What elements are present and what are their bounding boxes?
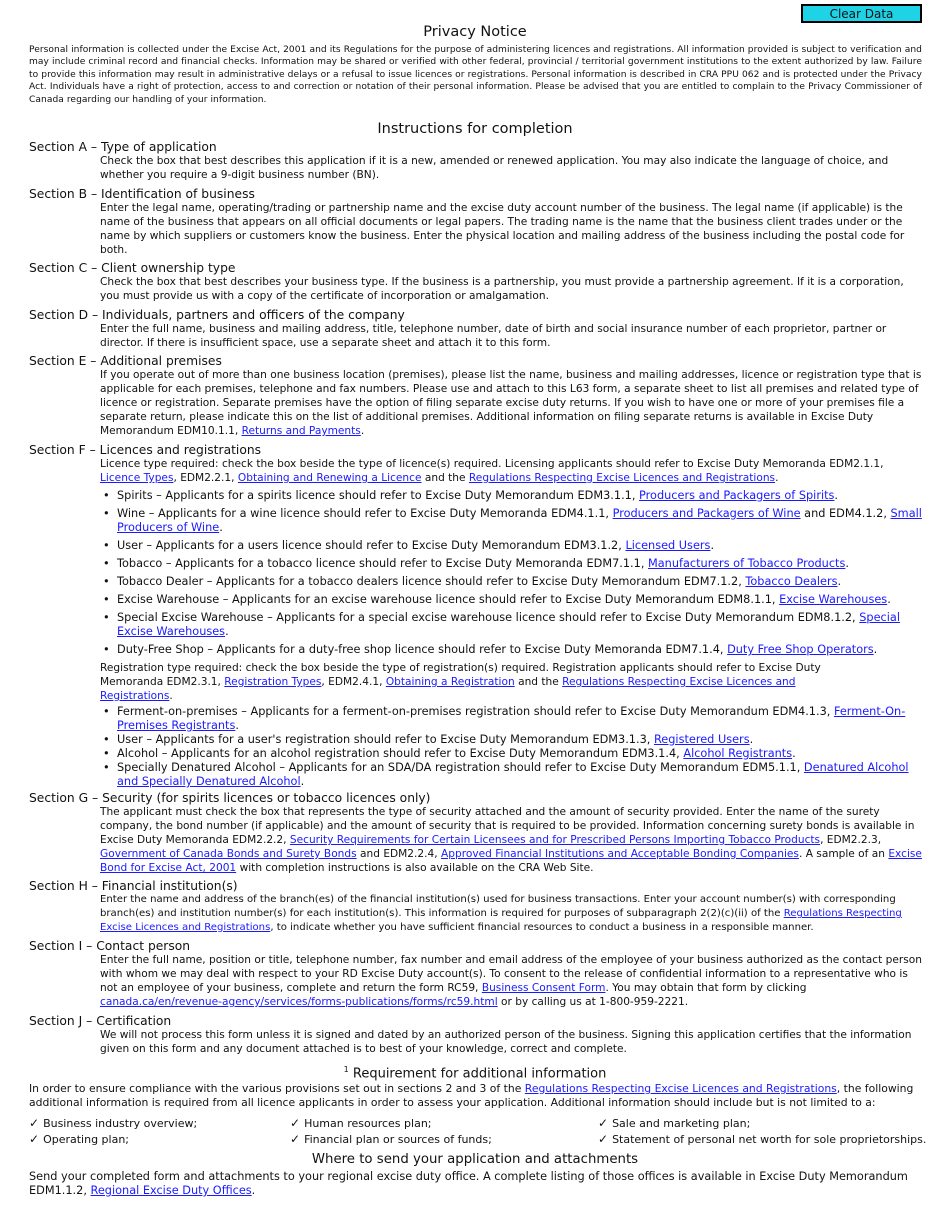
section-e	[29, 354, 923, 438]
link-business-consent-form[interactable]: Business Consent Form	[481, 982, 606, 994]
requirement-item: ✓ Statement of personal net worth for sole proprietorships.	[598, 1132, 927, 1146]
section-j	[29, 1014, 923, 1056]
requirement-item: ✓ Financial plan or sources of funds;	[290, 1132, 492, 1146]
checkmark-icon: ✓	[598, 1116, 609, 1130]
send-title: Where to send your application and attachments	[311, 1152, 639, 1167]
link-security-requirements[interactable]: Security Requirements for Certain Licensees and for Prescribed Persons Importing Tobacco Products	[289, 834, 821, 846]
link-regulations-excise-licences[interactable]: Regulations Respecting Excise Licences and Registrations	[468, 472, 776, 484]
link-government-bonds[interactable]: Government of Canada Bonds and Surety Bonds	[100, 848, 357, 860]
section-a-heading: Section A – Type of application	[29, 140, 217, 154]
section-h-heading: Section H – Financial institution(s)	[29, 879, 238, 893]
section-d-body: Enter the full name, business and mailing address, title, telephone number, date of birth and social insurance number of each proprietor, partner or director. If there is insufficient space, use a separate sheet and attach it to this form.	[100, 323, 887, 349]
link-excise-warehouses[interactable]: Excise Warehouses	[779, 593, 888, 606]
checkmark-icon: ✓	[598, 1132, 609, 1146]
list-item: • Duty-Free Shop – Applicants for a duty-free shop licence should refer to Excise Duty Memoranda EDM7.1.4, Duty Free Shop Operators.	[117, 643, 923, 657]
requirement-title: $^1$ Requirement for additional information	[343, 1065, 607, 1082]
link-regulations-excise-registrations[interactable]: Regulations Respecting Excise Licences and Registrations	[100, 676, 796, 702]
requirement-item: ✓ Sale and marketing plan;	[598, 1116, 751, 1130]
section-j-body: We will not process this form unless it is signed and dated by an authorized person of the business. Signing this application certifies that the information given on this form and any document attached is to best of your knowledge, correct and complete.	[100, 1029, 912, 1055]
section-i-heading: Section I – Contact person	[29, 939, 191, 953]
section-c	[29, 261, 923, 303]
link-obtaining-renewing-licence[interactable]: Obtaining and Renewing a Licence	[237, 472, 422, 484]
checkmark-icon: ✓	[290, 1132, 301, 1146]
requirement-item: ✓ Business industry overview;	[29, 1116, 198, 1130]
link-small-wine[interactable]: Small Producers of Wine	[117, 507, 922, 534]
list-item: • User – Applicants for a users licence should refer to Excise Duty Memorandum EDM3.1.2, Licensed Users.	[117, 539, 923, 553]
privacy-notice-title: Privacy Notice	[423, 24, 527, 40]
section-d	[29, 308, 923, 350]
section-h-body: Enter the name and address of the branch(es) of the financial institution(s) used for business transactions. Enter your account number(s) with corresponding branch(es) and institution number(s) for each institution(s). This information is required for purposes of subparagraph 2(2)(c)(ii) of the Regulations Respecting Excise Licences and Registrations, to indicate whether you have sufficient financial resources to conduct a business in a responsible manner.	[100, 894, 902, 933]
section-c-body: Check the box that best describes your business type. If the business is a partnership, you must provide a partnership agreement. If it is a corporation, you must provide us with a copy of the certificate of incorporation or amalgamation.	[100, 276, 904, 302]
section-f-registration-intro: Registration type required: check the box beside the type of registration(s) required. Registration applicants should refer to Excise Duty Memoranda EDM2.3.1, Registration Types, EDM2.4.1, Obtaining a Registration and the Regulations Respecting Excise Licences and Registrations.	[100, 662, 821, 702]
link-tobacco-manufacturers[interactable]: Manufacturers of Tobacco Products	[648, 557, 846, 570]
checkmark-icon: ✓	[29, 1132, 40, 1146]
registration-list	[117, 705, 923, 789]
list-item: • Tobacco Dealer – Applicants for a tobacco dealers licence should refer to Excise Duty Memorandum EDM7.1.2, Tobacco Dealers.	[117, 575, 923, 589]
link-alcohol-registrants[interactable]: Alcohol Registrants	[683, 747, 793, 760]
link-returns-and-payments[interactable]: Returns and Payments	[241, 425, 361, 437]
licence-list	[117, 489, 923, 657]
section-i	[29, 939, 923, 1009]
section-g-heading: Section G – Security (for spirits licences or tobacco licences only)	[29, 791, 431, 805]
section-j-heading: Section J – Certification	[29, 1014, 172, 1028]
section-b-heading: Section B – Identification of business	[29, 187, 255, 201]
link-licence-types[interactable]: Licence Types	[100, 472, 174, 484]
list-item: • Tobacco – Applicants for a tobacco licence should refer to Excise Duty Memoranda EDM7.1.1, Manufacturers of Tobacco Products.	[117, 557, 923, 571]
list-item: • User – Applicants for a user's registration should refer to Excise Duty Memorandum EDM3.1.3, Registered Users.	[117, 733, 923, 747]
section-f-licence-intro: Licence type required: check the box beside the type of licence(s) required. Licensing applicants should refer to Excise Duty Memoranda EDM2.1.1, Licence Types, EDM2.2.1, Obtaining and Renewing a Licence and the Regulations Respecting Excise Licences and Registrations.	[100, 458, 884, 484]
link-special-excise-warehouses[interactable]: Special Excise Warehouses	[117, 611, 900, 638]
list-item: • Specially Denatured Alcohol – Applicants for an SDA/DA registration should refer to Excise Duty Memorandum EDM5.1.1, Denatured Alcohol and Specially Denatured Alcohol.	[117, 761, 923, 789]
link-regulations-financial[interactable]: Regulations Respecting Excise Licences and Registrations	[100, 908, 902, 933]
section-f	[29, 443, 923, 789]
instructions-title: Instructions for completion	[377, 121, 573, 137]
section-a-body: Check the box that best describes this application if it is a new, amended or renewed application. You may also indicate the language of choice, and whether you require a 9-digit business number (BN).	[100, 155, 889, 181]
list-item: • Spirits – Applicants for a spirits licence should refer to Excise Duty Memorandum EDM3.1.1, Producers and Packagers of Spirits.	[117, 489, 923, 503]
link-approved-financial-institutions[interactable]: Approved Financial Institutions and Acceptable Bonding Companies	[441, 848, 799, 860]
section-b	[29, 187, 923, 257]
section-b-body: Enter the legal name, operating/trading or partnership name and the excise duty account number of the business. The legal name (if applicable) is the name of the business that appears on all official documents or legal papers. The trading name is the name that the business client trades under or the name by which suppliers or customers know the business. Enter the physical location and mailing address of the business including the postal code for both.	[100, 202, 905, 256]
section-h	[29, 879, 923, 935]
link-regulations-requirement[interactable]: Regulations Respecting Excise Licences and Registrations	[524, 1082, 837, 1095]
link-ferment-on-premises[interactable]: Ferment-On-Premises Registrants	[117, 705, 906, 732]
link-excise-bond[interactable]: Excise Bond for Excise Act, 2001	[100, 848, 922, 874]
checkmark-icon: ✓	[290, 1116, 301, 1130]
checkmark-icon: ✓	[29, 1116, 40, 1130]
list-item: • Alcohol – Applicants for an alcohol registration should refer to Excise Duty Memorandum EDM3.1.4, Alcohol Registrants.	[117, 747, 923, 761]
section-c-heading: Section C – Client ownership type	[29, 261, 236, 275]
list-item: • Wine – Applicants for a wine licence should refer to Excise Duty Memoranda EDM4.1.1, Producers and Packagers of Wine and EDM4.1.2, Small Producers of Wine.	[117, 507, 923, 535]
link-spirits[interactable]: Producers and Packagers of Spirits	[639, 489, 835, 502]
send-text: Send your completed form and attachments to your regional excise duty office. A complete listing of those offices is available in Excise Duty Memorandum EDM1.1.2, Regional Excise Duty Offices.	[29, 1170, 908, 1197]
section-d-heading: Section D – Individuals, partners and officers of the company	[29, 308, 405, 322]
link-duty-free-shop[interactable]: Duty Free Shop Operators	[727, 643, 874, 656]
requirement-item: ✓ Human resources plan;	[290, 1116, 432, 1130]
clear-data-button[interactable]: Clear Data	[801, 4, 922, 23]
section-f-heading: Section F – Licences and registrations	[29, 443, 262, 457]
section-a	[29, 140, 923, 182]
requirement-item: ✓ Operating plan;	[29, 1132, 130, 1146]
link-registered-users[interactable]: Registered Users	[653, 733, 750, 746]
link-denatured-alcohol[interactable]: Denatured Alcohol and Specially Denatured Alcohol	[117, 761, 909, 788]
privacy-notice-text: Personal information is collected under the Excise Act, 2001 and its Regulations for the purpose of administering licences and registrations. All information provided is subject to verification and may include criminal record and financial checks. Information may be shared or verified with other federal, provincial / territorial government institutions to the extent authorized by law. Failure to provide this information may result in administrative delays or a refusal to issue licences or registrations. Personal information is described in CRA PPU 062 and is protected under the Privacy Act. Individuals have a right of protection, access to and correction or notation of their personal information. Please be advised that you are entitled to complain to the Privacy Commissioner of Canada regarding our handling of your information.	[29, 45, 922, 105]
link-wine[interactable]: Producers and Packagers of Wine	[612, 507, 801, 520]
section-e-heading: Section E – Additional premises	[29, 354, 222, 368]
list-item: • Special Excise Warehouse – Applicants for a special excise warehouse licence should refer to Excise Duty Memorandum EDM8.1.2, Special Excise Warehouses.	[117, 611, 923, 639]
section-i-body: Enter the full name, position or title, telephone number, fax number and email address of the employee of your business authorized as the contact person with whom we may deal with respect to your RD Excise Duty account(s). To consent to the release of confidential information to a representative who is not an employee of your business, complete and return the form RC59, Business Consent Form. You may obtain that form by clicking canada.ca/en/revenue-agency/services/forms-publications/forms/rc59.html or by calling us at 1-800-959-2221.	[100, 954, 922, 1008]
list-item: • Ferment-on-premises – Applicants for a ferment-on-premises registration should refer to Excise Duty Memorandum EDM4.1.3, Ferment-On-Premises Registrants.	[117, 705, 923, 733]
section-e-body: If you operate out of more than one business location (premises), please list the name, business and mailing addresses, licence or registration type that is applicable for each premises, telephone and fax numbers. Please use and attach to this L63 form, a separate sheet to list all premises and related type of licence or registration. Separate premises have the option of filing separate excise duty returns. If you wish to have one or more of your premises file a separate return, please indicate this on the list of additional premises. Additional information on filing separate returns is available in Excise Duty Memorandum EDM10.1.1, Returns and Payments.	[100, 369, 922, 437]
link-obtaining-registration[interactable]: Obtaining a Registration	[385, 676, 515, 688]
list-item: • Excise Warehouse – Applicants for an excise warehouse licence should refer to Excise Duty Memorandum EDM8.1.1, Excise Warehouses.	[117, 593, 923, 607]
link-registration-types[interactable]: Registration Types	[224, 676, 322, 688]
link-regional-excise-offices[interactable]: Regional Excise Duty Offices	[90, 1184, 252, 1197]
link-tobacco-dealers[interactable]: Tobacco Dealers	[745, 575, 838, 588]
requirement-text: In order to ensure compliance with the various provisions set out in sections 2 and 3 of the Regulations Respecting Excise Licences and Registrations, the following additional information is required from all licence applicants in order to assess your application. Additional information should include but is not limited to a:	[29, 1082, 914, 1109]
link-licensed-users[interactable]: Licensed Users	[625, 539, 711, 552]
section-g-body: The applicant must check the box that represents the type of security attached and the amount of security provided. Enter the name of the surety company, the bond number (if applicable) and the amount of security that is required to be provided. Information concerning surety bonds is available in Excise Duty Memoranda EDM2.2.2, Security Requirements for Certain Licensees and for Prescribed Persons Importing Tobacco Products, EDM2.2.3, Government of Canada Bonds and Surety Bonds and EDM2.2.4, Approved Financial Institutions and Acceptable Bonding Companies. A sample of an Excise Bond for Excise Act, 2001 with completion instructions is also available on the CRA Web Site.	[100, 806, 922, 874]
section-g	[29, 791, 923, 875]
link-rc59-url[interactable]: canada.ca/en/revenue-agency/services/forms-publications/forms/rc59.html	[100, 996, 498, 1008]
